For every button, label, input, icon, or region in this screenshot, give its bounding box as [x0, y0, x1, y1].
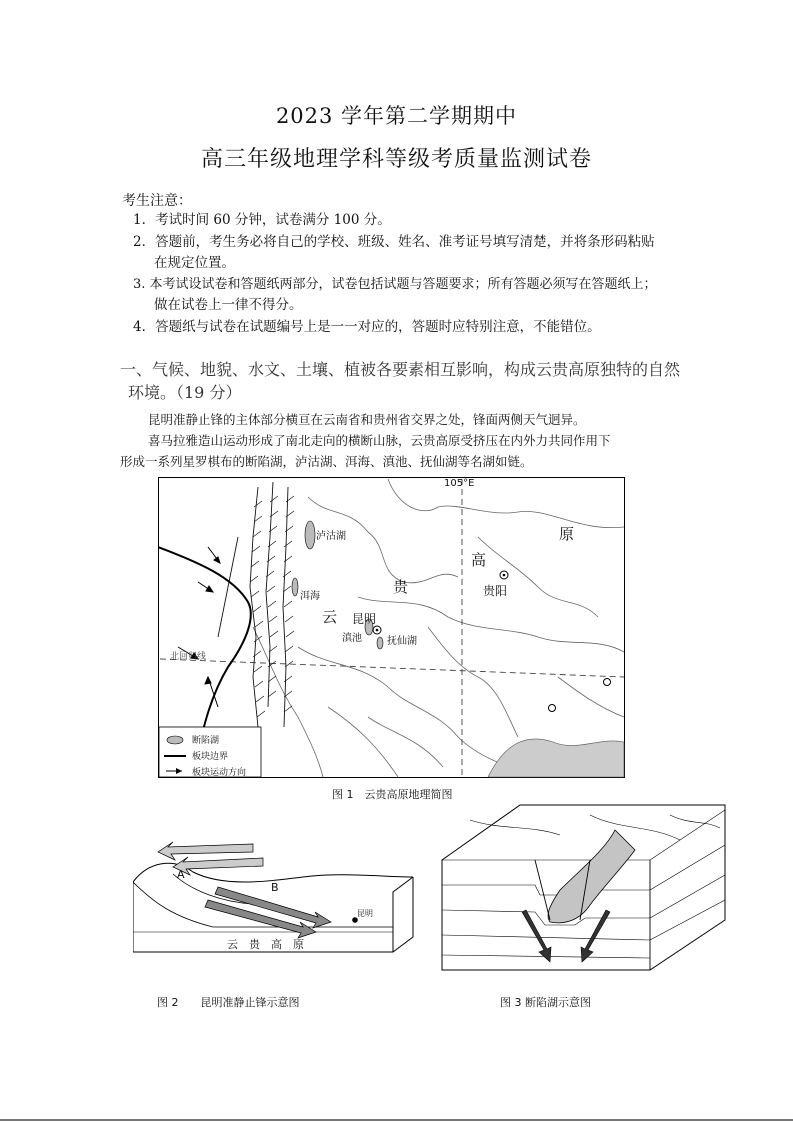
notice-item-2-cont: 在规定位置。	[154, 255, 235, 271]
label-yun: 云	[322, 608, 338, 626]
section1-heading: 一、气候、地貌、水文、土壤、植被各要素相互影响，构成云贵高原独特的自然	[120, 360, 681, 379]
label-gao: 高	[471, 551, 487, 569]
label-gui: 贵	[393, 578, 409, 596]
warm-air-arrows	[205, 887, 331, 938]
label-dianchi: 滇池	[342, 633, 362, 644]
figure1-caption: 图 1 云贵高原地理简图	[332, 788, 453, 801]
figure2-caption: 图 2 昆明准静止锋示意图	[157, 996, 300, 1009]
city-marker	[604, 679, 611, 686]
page-bottom-rule	[0, 1119, 793, 1121]
label-erhai: 洱海	[300, 591, 320, 602]
cold-air-arrows	[158, 842, 263, 875]
figure1-map	[158, 477, 625, 778]
legend-boundary-label: 板块边界	[192, 752, 229, 762]
lake-erhai	[292, 578, 298, 596]
label-yuan: 原	[559, 525, 575, 543]
figure3-caption: 图 3 断陷湖示意图	[500, 996, 591, 1009]
label-b: B	[271, 881, 279, 894]
legend-motion-label: 板块运动方向	[192, 768, 247, 778]
intro-paragraph-2-cont: 形成一系列星罗棋布的断陷湖，泸沽湖、洱海、滇池、抚仙湖等名湖如链。	[120, 454, 533, 469]
notice-item-1: 1．考试时间 60 分钟，试卷满分 100 分。	[133, 212, 391, 228]
label-a: A	[177, 868, 185, 881]
intro-paragraph-1: 昆明准静止锋的主体部分横亘在云南省和贵州省交界之处，锋面两侧天气迥异。	[148, 412, 586, 427]
intro-paragraph-2: 喜马拉雅造山运动形成了南北走向的横断山脉，云贵高原受挤压在内外力共同作用下	[148, 433, 611, 448]
map-drawing	[158, 477, 625, 778]
section1-heading-cont: 环境。（19 分）	[128, 383, 242, 402]
fault-lake-drawing	[440, 800, 726, 972]
label-tropic: 北回归线	[170, 652, 207, 662]
figure3-diagram	[440, 800, 726, 972]
exam-title-line2: 高三年级地理学科等级考质量监测试卷	[200, 147, 592, 172]
lake-fuxian	[377, 637, 383, 649]
figure2-diagram	[133, 832, 418, 962]
label-kunming-fig2: 昆明	[357, 909, 373, 918]
notice-item-4: 4．答题纸与试卷在试题编号上是一一对应的，答题时应特别注意，不能错位。	[133, 319, 601, 335]
label-guiyang: 贵阳	[483, 584, 508, 598]
legend-lake-symbol	[167, 736, 183, 744]
notice-item-2: 2．答题前，考生务必将自己的学校、班级、姓名、准考证号填写清楚，并将条形码粘贴	[133, 234, 655, 250]
legend-lake-label: 断陷湖	[192, 736, 220, 746]
label-fuxian: 抚仙湖	[387, 636, 417, 647]
notice-item-3: 3. 本考试设试卷和答题纸两部分，试卷包括试题与答题要求；所有答题必须写在答题纸上；	[133, 277, 657, 292]
label-105e: 105°E	[444, 478, 475, 489]
city-marker	[549, 705, 556, 712]
label-plateau: 云 贵 高 原	[227, 938, 304, 951]
label-lugu-lake: 泸沽湖	[316, 531, 346, 542]
notice-item-3-cont: 做在试卷上一律不得分。	[154, 297, 303, 313]
exam-title-line1: 2023 学年第二学期期中	[275, 104, 518, 128]
notice-heading: 考生注意：	[122, 193, 192, 209]
label-kunming: 昆明	[352, 612, 377, 626]
lake-lugu	[305, 521, 315, 549]
